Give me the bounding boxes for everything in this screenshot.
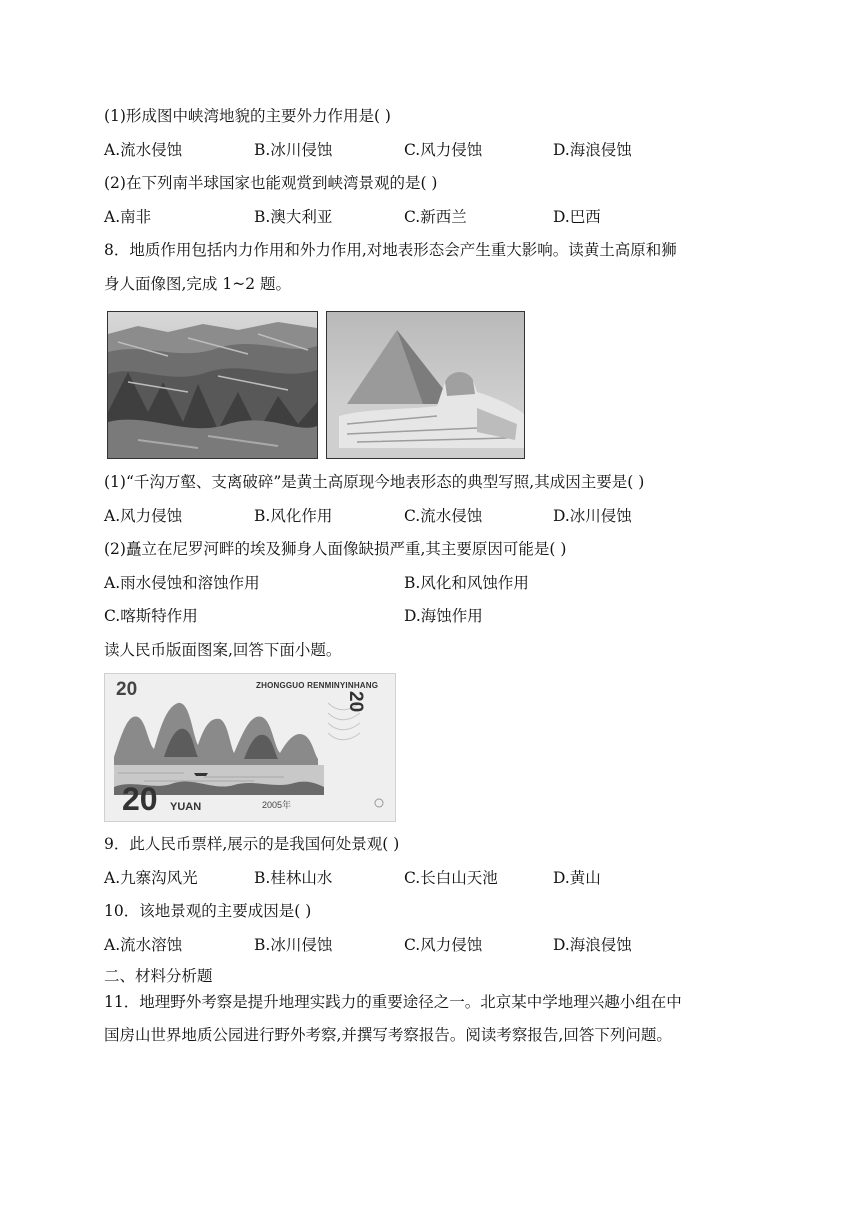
loess-plateau-photo <box>107 311 318 459</box>
banknote-denomination-large: 20 <box>122 781 158 817</box>
option-b: B.风化作用 <box>254 507 333 525</box>
option-d: D.海浪侵蚀 <box>553 141 632 159</box>
option-d: D.冰川侵蚀 <box>553 507 632 525</box>
option-a: A.九寨沟风光 <box>104 869 198 887</box>
q8-sub2-stem: (2)矗立在尼罗河畔的埃及狮身人面像缺损严重,其主要原因可能是( ) <box>104 540 567 558</box>
option-b: B.澳大利亚 <box>254 208 333 226</box>
option-c: C.新西兰 <box>404 208 467 226</box>
q8-stem-line1: 8．地质作用包括内力作用和外力作用,对地表形态会产生重大影响。读黄土高原和狮 <box>104 241 677 259</box>
option-a: A.雨水侵蚀和溶蚀作用 <box>104 574 260 592</box>
option-b: B.冰川侵蚀 <box>254 936 333 954</box>
option-d: D.海蚀作用 <box>404 607 483 625</box>
option-d: D.海浪侵蚀 <box>553 936 632 954</box>
q11-line1: 11．地理野外考察是提升地理实践力的重要途径之一。北京某中学地理兴趣小组在中 <box>104 993 682 1011</box>
banknote-intro: 读人民币版面图案,回答下面小题。 <box>104 641 342 659</box>
section-title: 二、材料分析题 <box>104 967 213 985</box>
option-c: C.风力侵蚀 <box>404 141 483 159</box>
option-d: D.巴西 <box>553 208 601 226</box>
option-c: C.长白山天池 <box>404 869 498 887</box>
banknote-currency: YUAN <box>170 801 202 813</box>
q10-stem: 10．该地景观的主要成因是( ) <box>104 902 312 920</box>
banknote-header: ZHONGGUO RENMINYINHANG <box>256 681 379 690</box>
sphinx-photo <box>326 311 525 459</box>
option-c: C.风力侵蚀 <box>404 936 483 954</box>
q8-sub1-stem: (1)“千沟万壑、支离破碎”是黄土高原现今地表形态的典型写照,其成因主要是( ) <box>104 473 645 491</box>
banknote-year: 2005年 <box>262 800 292 810</box>
option-d: D.黄山 <box>553 869 601 887</box>
option-b: B.风化和风蚀作用 <box>404 574 529 592</box>
banknote-denomination-side: 20 <box>345 691 366 713</box>
q7-sub1-stem: (1)形成图中峡湾地貌的主要外力作用是( ) <box>104 107 391 125</box>
q7-sub2-stem: (2)在下列南半球国家也能观赏到峡湾景观的是( ) <box>104 174 438 192</box>
option-b: B.桂林山水 <box>254 869 333 887</box>
q8-stem-line2: 身人面像图,完成 1~2 题。 <box>104 275 291 293</box>
option-c: C.喀斯特作用 <box>104 607 198 625</box>
option-a: A.流水侵蚀 <box>104 141 183 159</box>
option-b: B.冰川侵蚀 <box>254 141 333 159</box>
banknote-denomination-top: 20 <box>116 679 138 700</box>
option-c: C.流水侵蚀 <box>404 507 483 525</box>
q11-line2: 国房山世界地质公园进行野外考察,并撰写考察报告。阅读考察报告,回答下列问题。 <box>104 1026 672 1044</box>
option-a: A.风力侵蚀 <box>104 507 183 525</box>
option-a: A.流水溶蚀 <box>104 936 183 954</box>
option-a: A.南非 <box>104 208 152 226</box>
banknote-image <box>104 673 396 822</box>
q9-stem: 9．此人民币票样,展示的是我国何处景观( ) <box>104 835 400 853</box>
